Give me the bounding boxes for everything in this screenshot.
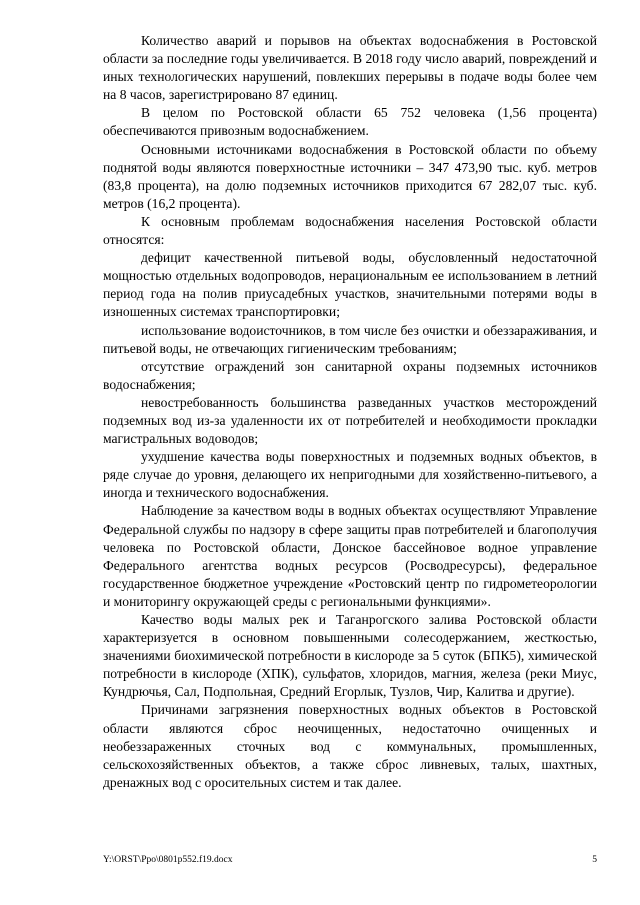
paragraph-pollution-causes: Причинами загрязнения поверхностных водных объектов в Ростовской области являются сброс неочищенных, недостаточно очищенных и необеззараженных сточных вод с коммунальных, промышленных, сельскохозяйственных объектов, а также сброс ливневых, талых, шахтных, дренажных вод с оросительных систем и так далее. bbox=[103, 702, 597, 790]
footer-file-path: Y:\ORST\Ppo\0801p552.f19.docx bbox=[103, 855, 233, 865]
paragraph-problem-deficit: дефицит качественной питьевой воды, обусловленный недостаточной мощностью отдельных водопроводов, нерациональным ее использованием в летний период года на полив приусадебных участков, значительными потерями воды в изношенных системах транспортировки; bbox=[103, 250, 597, 320]
paragraph-problem-protection-zones: отсутствие ограждений зон санитарной охраны подземных источников водоснабжения; bbox=[103, 358, 597, 392]
paragraph-problem-untreated: использование водоисточников, в том числе без очистки и обеззараживания, и питьевой воды, не отвечающих гигиеническим требованиям; bbox=[103, 322, 597, 356]
document-body bbox=[103, 32, 597, 792]
footer-page-number: 5 bbox=[592, 855, 597, 865]
paragraph-accidents: Количество аварий и порывов на объектах водоснабжения в Ростовской области за последние годы увеличивается. В 2018 году число аварий, повреждений и иных технологических нарушений, повлекших перерывы в подаче воды более чем на 8 часов, зарегистрировано 87 единиц. bbox=[103, 33, 597, 103]
paragraph-monitoring: Наблюдение за качеством воды в водных объектах осуществляют Управление Федеральной службы по надзору в сфере защиты прав потребителей и благополучия человека по Ростовской области, Донское бассейновое водное управление Федерального агентства водных ресурсов (Росводресурсы), федеральное государственное бюджетное учреждение «Ростовский центр по гидрометеорологии и мониторингу окружающей среды с региональными функциями». bbox=[103, 503, 597, 609]
paragraph-problem-quality: ухудшение качества воды поверхностных и подземных водных объектов, в ряде случае до уровня, делающего их непригодными для хозяйственно-питьевого, а иногда и технического водоснабжения. bbox=[103, 449, 597, 501]
paragraph-problem-unused-deposits: невостребованность большинства разведанных участков месторождений подземных вод из-за удаленности их от потребителей и необходимости прокладки магистральных водоводов; bbox=[103, 394, 597, 447]
paragraph-water-sources: Основными источниками водоснабжения в Ростовской области по объему поднятой воды являются поверхностные источники – 347 473,90 тыс. куб. метров (83,8 процента), на долю подземных источников приходится 67 282,07 тыс. куб. метров (16,2 процента). bbox=[103, 141, 597, 211]
paragraph-problems-intro: К основным проблемам водоснабжения населения Ростовской области относятся: bbox=[103, 213, 597, 248]
paragraph-river-quality: Качество воды малых рек и Таганрогского залива Ростовской области характеризуется в основном повышенными солесодержанием, жесткостью, значениями биохимической потребности в кислороде за 5 суток (БПК5), химической потребности в кислороде (ХПК), сульфатов, хлоридов, магния, железа (реки Миус, Кундрючья, Сал, Подпольная, Средний Егорлык, Тузлов, Чир, Калитва и другие). bbox=[103, 612, 597, 700]
paragraph-delivered-water: В целом по Ростовской области 65 752 человека (1,56 процента) обеспечиваются привозным водоснабжением. bbox=[103, 105, 597, 139]
